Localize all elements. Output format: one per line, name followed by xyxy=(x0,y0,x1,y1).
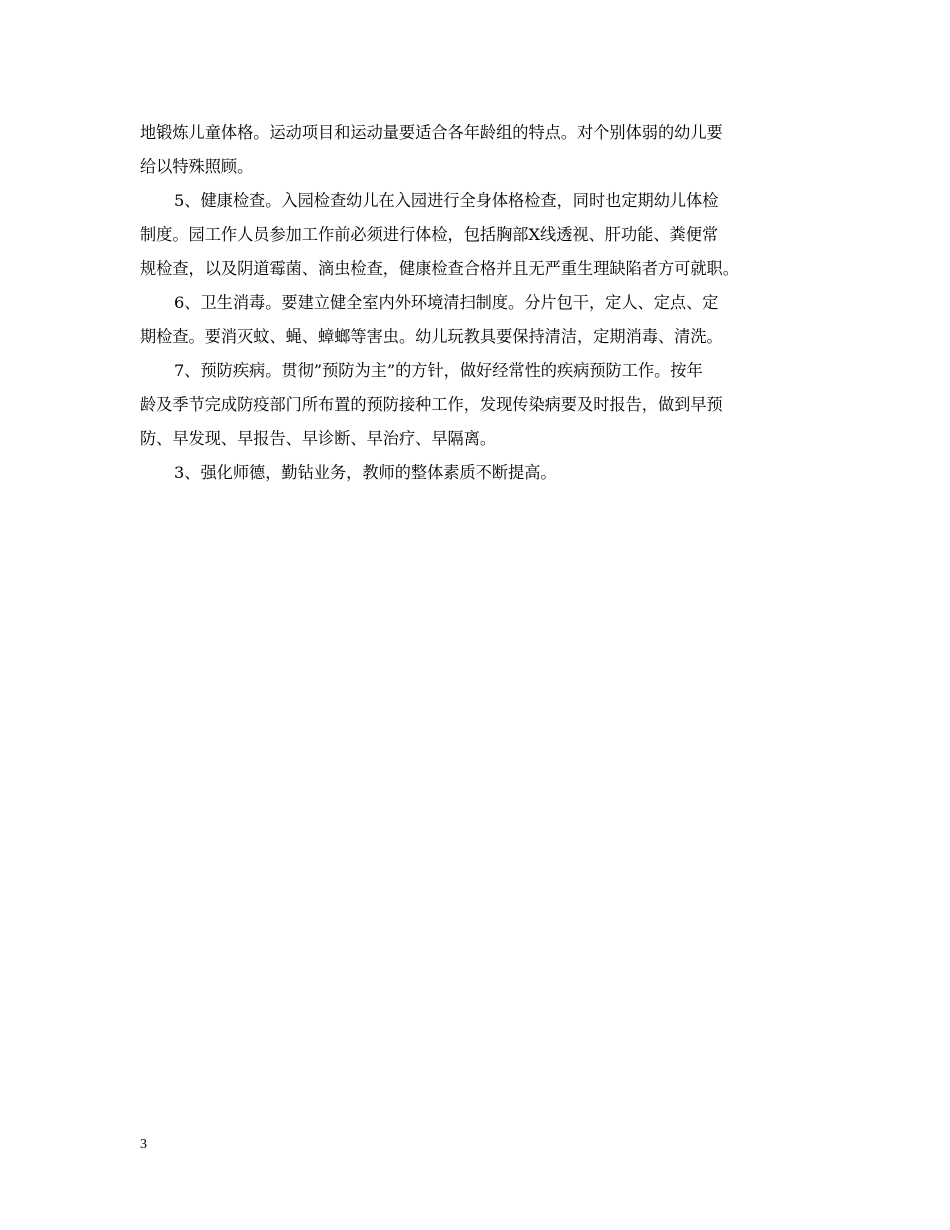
text-line: 龄及季节完成防疫部门所布置的预防接种工作，发现传染病要及时报告，做到早预 xyxy=(140,395,723,414)
paragraph-health-check-line: 5、健康检查。入园检查幼儿在入园进行全身体格检查，同时也定期幼儿体检 xyxy=(174,191,719,210)
text-line: 规检查，以及阴道霉菌、滴虫检查，健康检查合格并且无严重生理缺陷者方可就职。 xyxy=(140,259,739,278)
document-body xyxy=(140,116,815,490)
text-line: 给以特殊照顾。 xyxy=(140,157,254,176)
page-number: 3 xyxy=(140,1137,147,1152)
paragraph-teacher-ethics-line: 3、强化师德，勤钻业务，教师的整体素质不断提高。 xyxy=(174,463,557,482)
paragraph-disease-prevention-line: 7、预防疾病。贯彻”预防为主”的方针，做好经常性的疾病预防工作。按年 xyxy=(174,361,703,380)
text-line: 防、早发现、早报告、早诊断、早治疗、早隔离。 xyxy=(140,429,497,448)
text-line: 制度。园工作人员参加工作前必须进行体检，包括胸部X线透视、肝功能、粪便常 xyxy=(140,225,719,244)
paragraph-disinfection-line: 6、卫生消毒。要建立健全室内外环境清扫制度。分片包干，定人、定点、定 xyxy=(174,293,719,312)
text-line: 地锻炼儿童体格。运动项目和运动量要适合各年龄组的特点。对个别体弱的幼儿要 xyxy=(140,123,723,142)
text-line: 期检查。要消灭蚊、蝇、蟑螂等害虫。幼儿玩教具要保持清洁，定期消毒、清洗。 xyxy=(140,327,723,346)
